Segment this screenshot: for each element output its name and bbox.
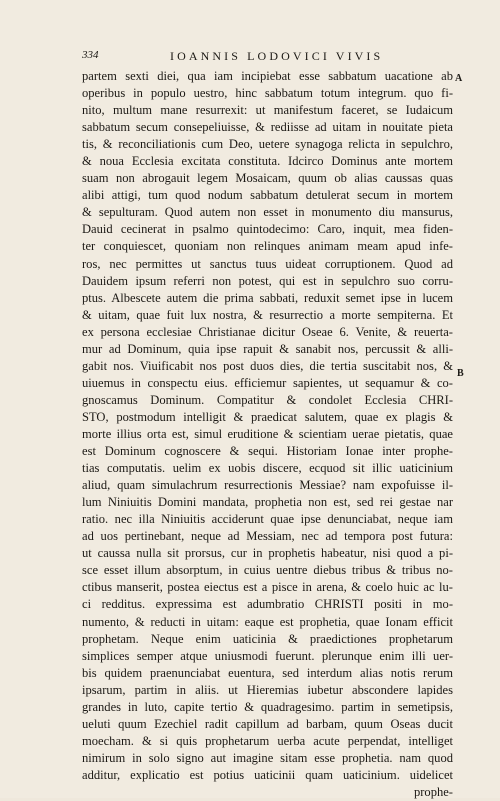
text-line: simplices semper atque uniusmodi fuerunt. plerunque enim illi uer- [82, 648, 453, 663]
text-line: ex persona ecclesiae Christianae dicitur Oseae 6. Venite, & reuerta- [82, 324, 453, 339]
text-line: Dauidem ipsum referri non potest, qui est in sepulchro suo corru- [82, 273, 453, 288]
text-line: ctibus manserit, postea eiectus est a pisce in arena, & coelo huic ac lu- [82, 580, 453, 595]
text-line: suam non abrogauit legem Mosaicam, quum ob alias caussas quas [82, 171, 453, 186]
catchword: prophe- [413, 784, 453, 799]
text-line: nimirum in solo signo aut imagine sitam esse prophetia. nam quod [82, 750, 453, 765]
text-line: bis quidem praenunciabat euentura, sed interdum alias notis rerum [82, 665, 453, 680]
text-line: tias computatis. uelim ex uobis discere, ecquod sit illic uaticinium [82, 461, 453, 476]
text-line: STO, postmodum intelligit & praedicat salutem, quae ex plagis & [82, 409, 453, 424]
text-line: ueluti quum Ezechiel radit capillum ad barbam, quum Oseas ducit [82, 716, 453, 731]
text-line: ros, nec permittes ut sanctus tuus uideat corruptionem. Quod ad [82, 256, 453, 271]
text-line: gabit nos. Viuificabit nos post duos dies, die tertia suscitabit nos, & [82, 358, 453, 373]
text-line: sce esset illum absorptum, in cuius uentre diebus tribus & tribus no- [82, 563, 453, 578]
text-line: prophetam. Neque enim uaticinia & praedictiones prophetarum [82, 631, 453, 646]
text-line: ratio. nec illa Niniuitis acciderunt quae ipse denunciabat, neque iam [82, 512, 453, 527]
text-line: moecham. & si quis prophetarum uerba acute perpendat, intelliget [82, 733, 453, 748]
text-line: morte illius orta est, simul eruditione & scientiam uerae pietatis, quae [82, 426, 453, 441]
text-line: grandes in luto, capite tertio & quadragesimo. partim in semetipsis, [82, 699, 453, 714]
text-line: mur ad Dominum, quia ipse rapuit & sanabit nos, percussit & alli- [82, 341, 453, 356]
margin-note-b: B [457, 368, 464, 379]
text-line: est Dominum cognoscere & sequi. Historiam Ionae inter prophe- [82, 444, 453, 459]
text-line: Dauid cecinerat in psalmo quintodecimo: Caro, inquit, mea fiden- [82, 222, 453, 237]
text-line: lum Niniuitis Domini mandata, prophetia non est, sed rei gestae nar [82, 495, 453, 510]
text-line: ptus. Albescete autem die prima sabbati, reduxit semet ipse in lucem [82, 290, 453, 305]
running-head: IOANNIS LODOVICI VIVIS [170, 49, 384, 63]
text-line: sabbatum secum consepeliuisse, & rediisse ad uitam in nouitate pieta [82, 120, 453, 135]
text-line: ter conquiescet, quoniam non relinques animam meam apud infe- [82, 239, 453, 254]
text-line: ci redditus. expressima est adumbratio CHRISTI positi in mo- [82, 597, 453, 612]
text-line: ut caussa nulla sit prorsus, cur in prophetis habeatur, nisi quod a pi- [82, 546, 453, 561]
text-line: partem sexti diei, qua iam incipiebat esse sabbatum uacatione ab [82, 69, 453, 83]
margin-note-a: A [455, 73, 463, 84]
body-text [82, 68, 453, 801]
text-line: & uitam, quae fuit lux nostra, & resurrectio a morte sempiterna. Et [82, 307, 453, 322]
text-line: & noua Ecclesia excitata constituta. Idcirco Dominus ante mortem [82, 154, 453, 169]
text-line: numento, & reducti in uitam: eaque est prophetia, quae Ionam efficit [82, 614, 453, 629]
text-line: nito, multum mane resurrexit: ut manifestum faceret, se Iudaicum [82, 103, 453, 118]
text-line: operibus in populo uestro, hinc sabbatum totum integrum. quo fi- [82, 86, 453, 101]
text-line: tis, & reconciliationis cum Deo, uetere synagoga relicta in sepulchro, [82, 137, 453, 152]
page-header [82, 49, 462, 67]
text-line: ad uos pertinebant, neque ad Messiam, nec ad tempora post futura: [82, 529, 453, 544]
text-line: gnoscamus Dominum. Compatitur & condolet Ecclesia CHRI- [82, 392, 453, 407]
text-line: additur, explicatio est potius uaticinii quam uaticinium. uidelicet [82, 767, 453, 782]
text-line: & sepulturam. Quod autem non esset in monumento diu mansurus, [82, 205, 453, 220]
text-line: alibi attigi, tum quod nodum sabbatum detulerat secum in mortem [82, 188, 453, 203]
text-line: uiuemus in conspectu eius. efficiemur sapientes, ut sequamur & co- [82, 375, 453, 390]
text-line: aliud, quam simulachrum resurrectionis Messiae? nam expofuisse il- [82, 478, 453, 493]
text-line: ipsarum, partim in aliis. ut Hieremias iubetur abscondere lapides [82, 682, 453, 697]
page-number: 334 [82, 49, 99, 61]
